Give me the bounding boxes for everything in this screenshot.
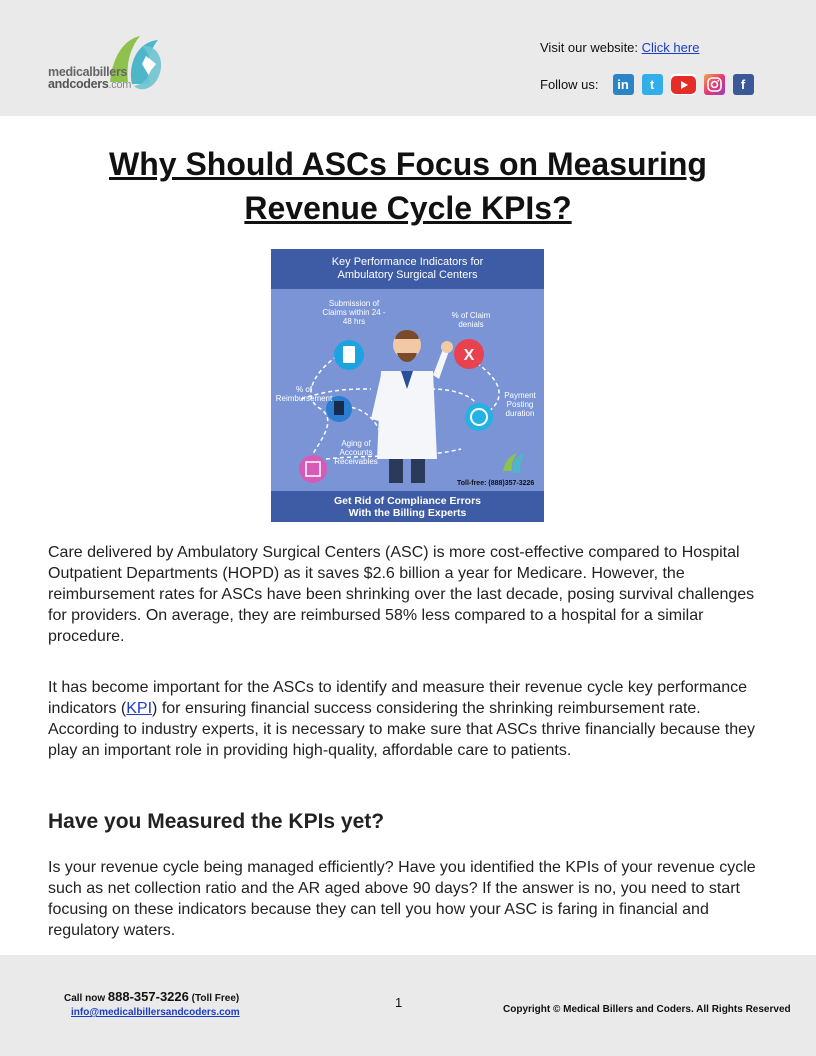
twitter-icon[interactable]: t bbox=[642, 74, 663, 95]
visit-website bbox=[540, 40, 699, 55]
infographic-heading-2: Ambulatory Surgical Centers bbox=[337, 269, 478, 281]
infographic-footer-2: With the Billing Experts bbox=[348, 507, 467, 519]
follow-us bbox=[540, 74, 754, 95]
follow-label: Follow us: bbox=[540, 77, 599, 92]
call-suffix: (Toll Free) bbox=[188, 993, 240, 1004]
svg-text:X: X bbox=[463, 347, 475, 364]
page-footer bbox=[0, 955, 816, 1056]
infographic-footer-1: Get Rid of Compliance Errors bbox=[333, 495, 482, 507]
logo-text-line2: andcoders bbox=[48, 77, 109, 91]
kpi-infographic bbox=[271, 249, 544, 522]
kpi-link[interactable]: KPI bbox=[126, 700, 153, 717]
phone-number[interactable]: 888-357-3226 bbox=[107, 989, 189, 1004]
logo-text-line1: medicalbillers bbox=[48, 65, 128, 79]
infographic-heading-1: Key Performance Indicators for bbox=[331, 256, 484, 268]
section-heading: Have you Measured the KPIs yet? bbox=[48, 810, 385, 833]
paragraph-2 bbox=[48, 677, 770, 761]
kpi-reimbursement-label: % of Reimbursement bbox=[275, 385, 333, 403]
kpi-denials-label: % of Claim denials bbox=[451, 311, 491, 329]
kpi-aging-label: Aging of Accounts Receivables bbox=[334, 439, 378, 466]
website-link[interactable]: Click here bbox=[641, 40, 700, 55]
infographic-toll-free: Toll-free: (888)357-3226 bbox=[457, 480, 535, 487]
email-link[interactable]: info@medicalbillersandcoders.com bbox=[71, 1007, 240, 1018]
kpi-payment-label: Payment Posting duration bbox=[504, 391, 536, 418]
facebook-icon[interactable]: f bbox=[733, 74, 754, 95]
call-prefix: Call now bbox=[64, 993, 108, 1004]
visit-label: Visit our website: bbox=[540, 40, 642, 55]
call-now bbox=[64, 989, 239, 1004]
paragraph-2-start: It has become important for the ASCs to identify and measure their revenue cycle key performance indicators ( bbox=[48, 679, 748, 717]
copyright-notice: Copyright © Medical Billers and Coders. All Rights Reserved bbox=[503, 1004, 791, 1015]
company-logo[interactable] bbox=[48, 32, 178, 98]
paragraph-1: Care delivered by Ambulatory Surgical Centers (ASC) is more cost-effective compared to Hospital Outpatient Departments (HOPD) as it saves $2.6 billion a year for Medicare. However, the reimbursement rates for ASCs have been shrinking over the last decade, posing survival challenges for providers. On average, they are reimbursed 58% less compared to a hospital for a similar procedure. bbox=[48, 544, 755, 645]
paragraph-3: Is your revenue cycle being managed efficiently? Have you identified the KPIs of your revenue cycle such as net collection ratio and the AR aged above 90 days? If the answer is no, you need to start focusing on these indicators because they can tell you how your ASC is faring in financial and regulatory waters. bbox=[48, 859, 756, 939]
page-title bbox=[0, 142, 816, 230]
infographic-footer bbox=[271, 491, 544, 522]
kpi-submission-label: Submission of Claims within 24 - 48 hrs bbox=[322, 299, 386, 326]
paragraph-2-end: ) for ensuring financial success considering the shrinking reimbursement rate. According to industry experts, it is necessary to make sure that ASCs thrive financially because they play an important role in providing high-quality, affordable care to patients. bbox=[48, 700, 755, 759]
title-line2: Revenue Cycle KPIs? bbox=[244, 190, 572, 226]
youtube-icon[interactable] bbox=[671, 74, 696, 95]
title-line1: Why Should ASCs Focus on Measuring bbox=[109, 146, 707, 182]
instagram-icon[interactable] bbox=[704, 74, 725, 95]
page-header bbox=[0, 0, 816, 116]
page-number: 1 bbox=[395, 995, 403, 1010]
logo-text-suffix: .com bbox=[108, 79, 132, 91]
linkedin-icon[interactable]: in bbox=[613, 74, 634, 95]
